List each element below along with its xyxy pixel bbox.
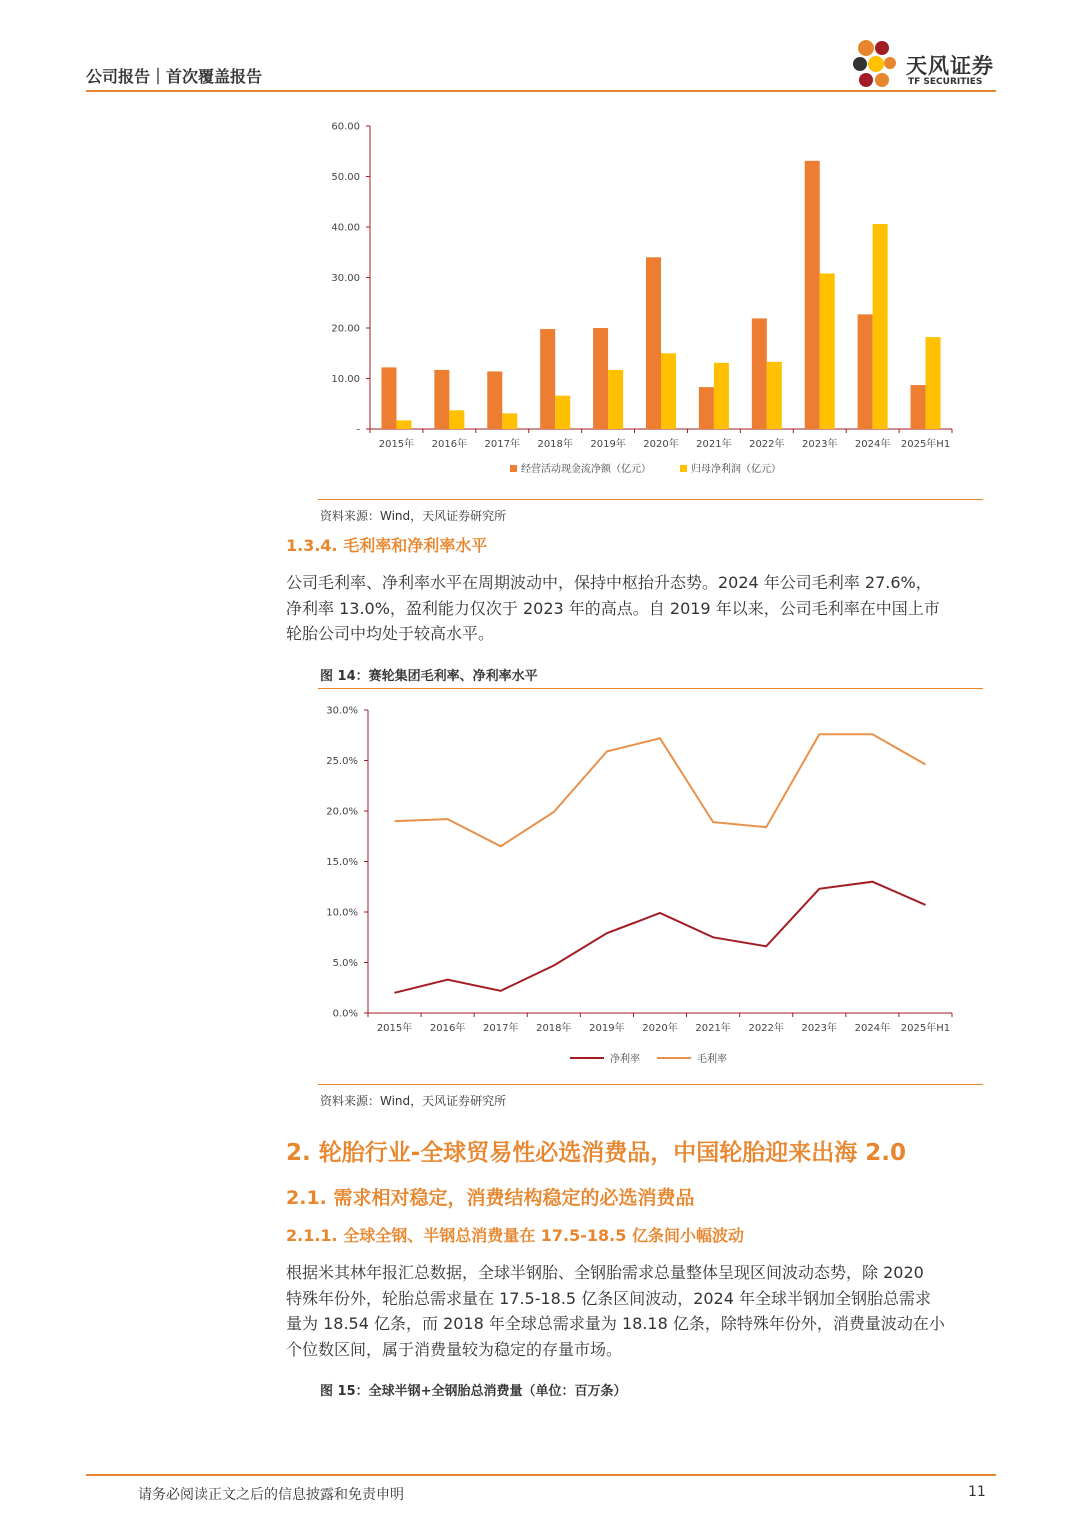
cashflow-bar	[752, 318, 767, 429]
x-tick-label: 2024年	[854, 439, 891, 450]
logo-cn-text: 天风证券	[906, 54, 994, 78]
x-tick-label: 2025年H1	[900, 439, 951, 450]
y-tick-label: 20.0%	[326, 806, 358, 818]
logo-en-text: TF SECURITIES	[908, 77, 983, 87]
cashflow-bar	[593, 328, 608, 429]
section-2-1-1-heading: 2.1.1. 全球全钢、半钢总消费量在 17.5-18.5 亿条间小幅波动	[286, 1226, 744, 1245]
cashflow-bar	[381, 367, 396, 429]
y-tick-label: -	[356, 424, 360, 436]
figure13-bottom-rule	[318, 499, 983, 500]
x-tick-label: 2018年	[537, 439, 573, 450]
x-tick-label: 2017年	[483, 1023, 519, 1034]
cashflow-bar	[487, 371, 502, 429]
cashflow-bar	[699, 387, 714, 429]
x-tick-label: 2016年	[431, 439, 468, 450]
figure14-top-rule	[318, 688, 983, 689]
cashflow-bar	[805, 161, 820, 429]
x-tick-label: 2021年	[696, 439, 732, 450]
y-tick-label: 40.00	[331, 222, 360, 234]
y-tick-label: 10.00	[331, 374, 360, 385]
net-profit-bar	[926, 337, 941, 429]
company-logo	[848, 36, 998, 92]
section-2-1-1-paragraph	[286, 1260, 1006, 1362]
y-tick-label: 0.0%	[332, 1008, 358, 1020]
y-tick-label: 25.0%	[326, 756, 358, 767]
paragraph-line: 量为 18.54 亿条，而 2018 年全球总需求量为 18.18 亿条，除特殊年份外，消费量波动在小	[286, 1314, 945, 1333]
figure14-bottom-rule	[318, 1084, 983, 1085]
net-profit-bar	[714, 363, 729, 429]
section-1-3-4-heading: 1.3.4. 毛利率和净利率水平	[286, 536, 488, 555]
legend-label-profit: 归母净利润（亿元）	[691, 464, 781, 475]
net-profit-bar	[608, 370, 623, 429]
x-tick-label: 2015年	[376, 1023, 413, 1034]
net-profit-bar	[873, 224, 888, 429]
cashflow-profit-bar-chart	[300, 112, 1000, 487]
y-tick-label: 10.0%	[326, 907, 358, 919]
legend-swatch-cashflow	[510, 465, 517, 472]
figure15-title: 图 15：全球半钢+全钢胎总消费量（单位：百万条）	[320, 1384, 627, 1399]
x-tick-label: 2020年	[643, 439, 679, 450]
footer-divider	[86, 1474, 996, 1476]
x-tick-label: 2019年	[590, 439, 626, 450]
x-tick-label: 2022年	[748, 1023, 784, 1034]
x-tick-label: 2015年	[378, 439, 415, 450]
cashflow-bar	[858, 314, 873, 429]
margin-line-chart	[300, 700, 1000, 1075]
legend-label-gross: 毛利率	[697, 1054, 727, 1065]
paragraph-line: 特殊年份外，轮胎总需求量在 17.5-18.5 亿条区间波动，2024 年全球半钢加全钢胎总需求	[286, 1288, 932, 1308]
paragraph-line: 轮胎公司中均处于较高水平。	[286, 624, 495, 643]
paragraph-line: 公司毛利率、净利率水平在周期波动中，保持中枢抬升态势。2024 年公司毛利率 27.6%，	[286, 573, 932, 592]
net-profit-bar	[396, 420, 411, 429]
y-tick-label: 30.0%	[326, 705, 358, 717]
net-profit-bar	[661, 353, 676, 429]
gross-margin-line	[395, 734, 926, 846]
x-tick-label: 2016年	[429, 1023, 466, 1034]
y-tick-label: 15.0%	[326, 857, 358, 868]
cashflow-bar	[646, 257, 661, 429]
cashflow-bar	[434, 370, 449, 429]
flower-logo-icon	[848, 36, 904, 92]
net-profit-bar	[502, 413, 517, 429]
legend-label-cashflow: 经营活动现金流净额（亿元）	[521, 464, 651, 475]
net-profit-bar	[820, 273, 835, 429]
x-tick-label: 2020年	[642, 1023, 678, 1034]
x-tick-label: 2019年	[589, 1023, 625, 1034]
y-tick-label: 5.0%	[332, 958, 358, 969]
x-tick-label: 2023年	[801, 1023, 837, 1034]
figure14-title: 图 14：赛轮集团毛利率、净利率水平	[320, 669, 538, 684]
section-2-1-heading: 2.1. 需求相对稳定，消费结构稳定的必选消费品	[286, 1187, 695, 1209]
net-profit-bar	[449, 410, 464, 429]
paragraph-line: 净利率 13.0%，盈利能力仅次于 2023 年的高点。自 2019 年以来，公司毛利率在中国上市	[286, 598, 940, 618]
legend-label-net: 净利率	[610, 1054, 640, 1065]
x-tick-label: 2021年	[695, 1023, 731, 1034]
x-tick-label: 2018年	[536, 1023, 572, 1034]
figure13-source: 资料来源：Wind，天风证券研究所	[320, 509, 507, 523]
cashflow-bar	[911, 385, 926, 429]
x-tick-label: 2025年H1	[900, 1023, 951, 1034]
page-number: 11	[968, 1484, 986, 1500]
y-tick-label: 30.00	[331, 273, 360, 284]
report-type-label: 公司报告｜首次覆盖报告	[86, 67, 263, 86]
legend-swatch-profit	[680, 465, 687, 472]
y-tick-label: 20.00	[331, 323, 360, 335]
net-profit-bar	[555, 396, 570, 429]
section-2-heading: 2. 轮胎行业-全球贸易性必选消费品，中国轮胎迎来出海 2.0	[286, 1140, 907, 1166]
y-tick-label: 50.00	[331, 172, 360, 183]
cashflow-bar	[540, 329, 555, 429]
paragraph-line: 根据米其林年报汇总数据，全球半钢胎、全钢胎需求总量整体呈现区间波动态势，除 2020	[286, 1263, 924, 1282]
footer-disclaimer: 请务必阅读正文之后的信息披露和免责申明	[138, 1487, 404, 1503]
figure14-source: 资料来源：Wind，天风证券研究所	[320, 1094, 507, 1108]
paragraph-line: 个位数区间，属于消费量较为稳定的存量市场。	[286, 1339, 623, 1359]
x-tick-label: 2023年	[802, 439, 838, 450]
x-tick-label: 2017年	[484, 439, 520, 450]
net-profit-bar	[767, 362, 782, 429]
section-1-3-4-paragraph	[286, 570, 1006, 647]
x-tick-label: 2022年	[749, 439, 785, 450]
x-tick-label: 2024年	[854, 1023, 891, 1034]
net-margin-line	[395, 882, 926, 993]
y-tick-label: 60.00	[331, 121, 360, 133]
